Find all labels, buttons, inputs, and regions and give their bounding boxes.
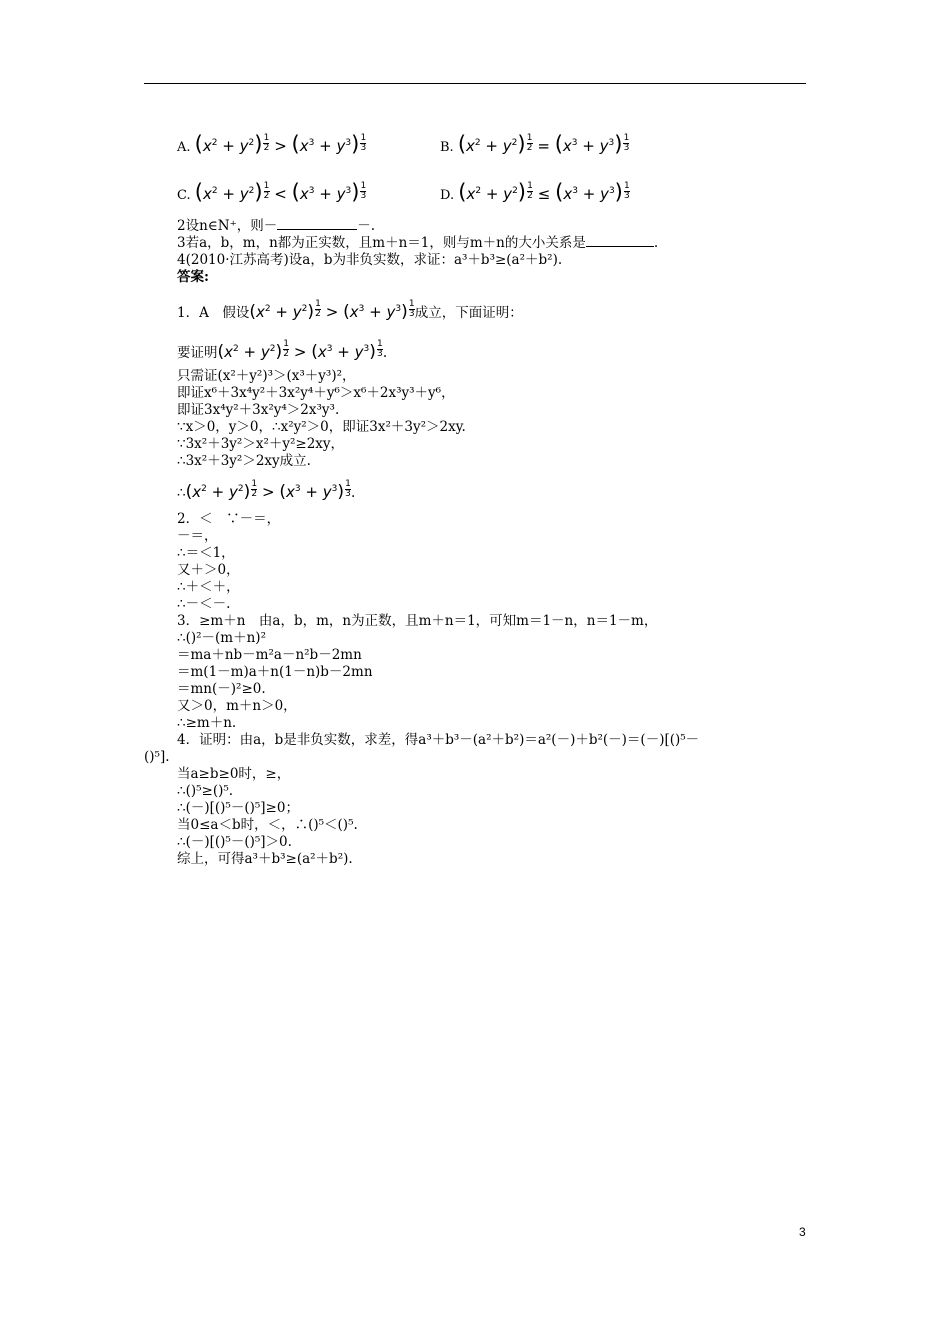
answer-line: ∴≥m＋n. xyxy=(177,715,237,731)
answer-line: 即证3x⁴y²＋3x²y⁴＞2x³y³. xyxy=(177,402,340,418)
answer-line: 只需证(x²＋y²)³＞(x³＋y³)²， xyxy=(177,368,356,384)
formula: $(x^2 + y^2)$ $\frac{1}{2}$ > $(x^3 + y^3)$ $\frac{1}{3}$ xyxy=(185,479,351,502)
question-4: 4(2010·江苏高考)设a，b为非负实数，求证：a³＋b³≥(a²＋b²). xyxy=(177,252,563,268)
answer-line: ∵x＞0，y＞0，∴x²y²＞0，即证3x²＋3y²＞2xy. xyxy=(177,419,466,435)
answer-line: ()⁵]. xyxy=(144,749,170,765)
option-label: A. xyxy=(177,140,191,155)
answer-line: －＝， xyxy=(177,528,218,544)
answer-line: ∴(－)[()⁵－()⁵]＞0. xyxy=(177,834,292,850)
answer-line: ∴()⁵≥()⁵. xyxy=(177,783,234,799)
answer-line: ∴3x²＋3y²＞2xy成立. xyxy=(177,453,311,469)
option-label: D. xyxy=(440,188,455,203)
formula: $(x^2 + y^2)$ $\frac{1}{2}$ ≤ $(x^3 + y^3)$ $\frac{1}{3}$ xyxy=(458,180,630,204)
answer-line: 3．≥m＋n 由a，b，m，n为正数，且m＋n＝1，可知m＝1－n，n＝1－m， xyxy=(177,613,658,629)
answer-line: ∴＋＜＋， xyxy=(177,579,240,595)
answer-line: 4．证明：由a，b是非负实数，求差，得a³＋b³－(a²＋b²)＝a²(－)＋b²(－)＝(－)[()⁵－ xyxy=(177,732,700,748)
blank-line xyxy=(586,236,654,247)
answer-line: 当0≤a＜b时，＜，∴()⁵＜()⁵. xyxy=(177,817,358,833)
answer-line: ＝ma＋nb－m²a－n²b－2mn xyxy=(177,647,362,663)
answer-conclusion: $\therefore(x^2 + y^2)$ $\frac{1}{2}$ > $(x^3 + y^3)$ $\frac{1}{3}$ . xyxy=(177,479,356,502)
blank-line xyxy=(277,219,357,230)
header-rule xyxy=(144,83,806,84)
question-3: 3若a，b，m，n都为正实数，且m＋n＝1，则与m＋n的大小关系是 . xyxy=(177,235,659,251)
formula: $(x^2 + y^2)$ $\frac{1}{2}$ < $(x^3 + y^3)$ $\frac{1}{3}$ xyxy=(194,180,367,204)
formula: $(x^2 + y^2)$ $\frac{1}{2}$ > $(x^3 + y^3)$ $\frac{1}{3}$ xyxy=(217,339,383,362)
option-a xyxy=(177,132,366,156)
option-b xyxy=(440,132,629,156)
answer-line: 综上，可得a³＋b³≥(a²＋b²). xyxy=(177,851,353,867)
answer-line: 即证x⁶＋3x⁴y²＋3x²y⁴＋y⁶＞x⁶＋2x³y³＋y⁶， xyxy=(177,385,455,401)
page-number: 3 xyxy=(799,1225,806,1239)
answer-line: ∴()²－(m＋n)² xyxy=(177,630,266,646)
answer-line: ∴－＜－. xyxy=(177,596,231,612)
answer-line: 当a≥b≥0时，≥， xyxy=(177,766,291,782)
answer-1-prove: 要证明$(x^2 + y^2)$ $\frac{1}{2}$ > $(x^3 + y^3)$ $\frac{1}{3}$ . xyxy=(177,339,388,362)
answer-line: 又＋＞0， xyxy=(177,562,240,578)
formula: $(x^2 + y^2)$ $\frac{1}{2}$ > $(x^3 + y^3)$ $\frac{1}{3}$ xyxy=(249,299,415,322)
answers-heading: 答案: xyxy=(177,269,209,285)
answer-line: ∴＝＜1， xyxy=(177,545,235,561)
answer-line: ＝m(1－m)a＋n(1－n)b－2mn xyxy=(177,664,373,680)
answer-1-intro: 1．A 假设$(x^2 + y^2)$ $\frac{1}{2}$ > $(x^3 + y^3)$ $\frac{1}{3}$ 成立，下面证明： xyxy=(177,299,523,322)
answer-line: 2．＜ ∵－＝， xyxy=(177,511,281,527)
option-label: C. xyxy=(177,188,191,203)
formula: $(x^2 + y^2)$ $\frac{1}{2}$ > $(x^3 + y^3)$ $\frac{1}{3}$ xyxy=(194,132,367,156)
formula: $(x^2 + y^2)$ $\frac{1}{2}$ = $(x^3 + y^3)$ $\frac{1}{3}$ xyxy=(457,132,630,156)
question-2: 2设n∈N⁺，则－ －. xyxy=(177,218,376,234)
answer-line: ＝mn(－)²≥0. xyxy=(177,681,266,697)
answer-line: ∵3x²＋3y²＞x²＋y²≥2xy， xyxy=(177,436,345,452)
option-d xyxy=(440,180,630,204)
answer-line: 又＞0，m＋n＞0， xyxy=(177,698,297,714)
answer-line: ∴(－)[()⁵－()⁵]≥0； xyxy=(177,800,299,816)
option-label: B. xyxy=(440,140,454,155)
option-c xyxy=(177,180,366,204)
